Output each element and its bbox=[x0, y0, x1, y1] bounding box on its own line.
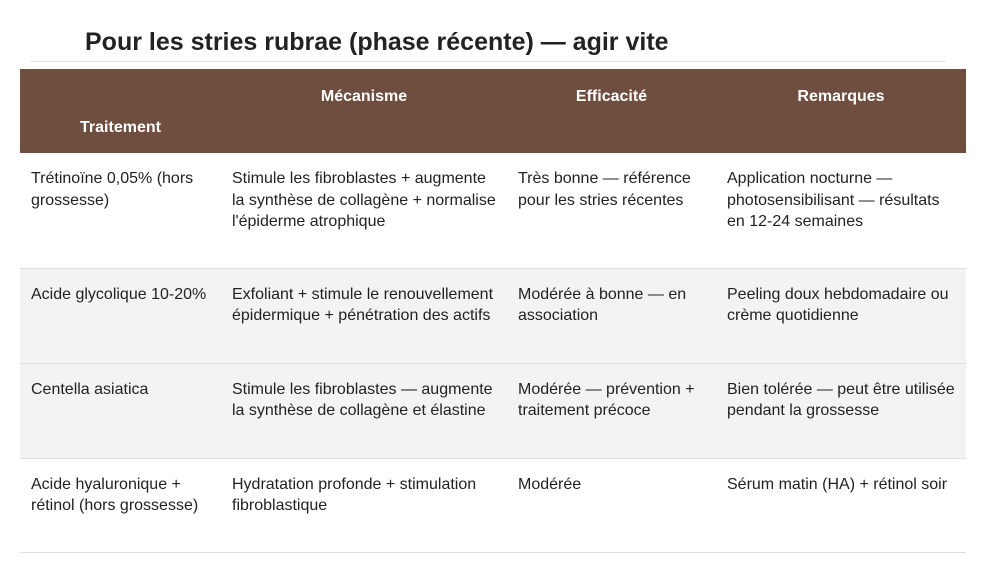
header-mecanisme: Mécanisme bbox=[221, 69, 507, 153]
cell-traitement: Acide glycolique 10-20% bbox=[20, 268, 221, 363]
cell-traitement: Centella asiatica bbox=[20, 363, 221, 458]
table-row bbox=[20, 268, 966, 363]
cell-traitement: Acide hyaluronique + rétinol (hors grossesse) bbox=[20, 458, 221, 552]
header-traitement: Traitement bbox=[20, 69, 221, 153]
cell-efficacite: Modérée à bonne — en association bbox=[507, 268, 716, 363]
cell-remarques: Peeling doux hebdomadaire ou crème quotidienne bbox=[716, 268, 966, 363]
header-remarques: Remarques bbox=[716, 69, 966, 153]
cell-mecanisme: Hydratation profonde + stimulation fibroblastique bbox=[221, 458, 507, 552]
table-row bbox=[20, 458, 966, 552]
table-row bbox=[20, 363, 966, 458]
cell-efficacite: Très bonne — référence pour les stries récentes bbox=[507, 153, 716, 268]
cell-mecanisme: Stimule les fibroblastes — augmente la synthèse de collagène et élastine bbox=[221, 363, 507, 458]
table-row bbox=[20, 153, 966, 268]
cell-mecanisme: Stimule les fibroblastes + augmente la synthèse de collagène + normalise l'épiderme atrophique bbox=[221, 153, 507, 268]
treatment-table bbox=[20, 69, 966, 553]
cell-traitement: Trétinoïne 0,05% (hors grossesse) bbox=[20, 153, 221, 268]
cell-mecanisme: Exfoliant + stimule le renouvellement épidermique + pénétration des actifs bbox=[221, 268, 507, 363]
cell-efficacite: Modérée bbox=[507, 458, 716, 552]
header-efficacite: Efficacité bbox=[507, 69, 716, 153]
section-title: Pour les stries rubrae (phase récente) — agir vite bbox=[85, 28, 669, 56]
table-header-row bbox=[20, 69, 966, 153]
cell-remarques: Sérum matin (HA) + rétinol soir bbox=[716, 458, 966, 552]
cell-efficacite: Modérée — prévention + traitement précoce bbox=[507, 363, 716, 458]
title-divider bbox=[30, 61, 946, 62]
cell-remarques: Application nocturne — photosensibilisant — résultats en 12-24 semaines bbox=[716, 153, 966, 268]
cell-remarques: Bien tolérée — peut être utilisée pendant la grossesse bbox=[716, 363, 966, 458]
